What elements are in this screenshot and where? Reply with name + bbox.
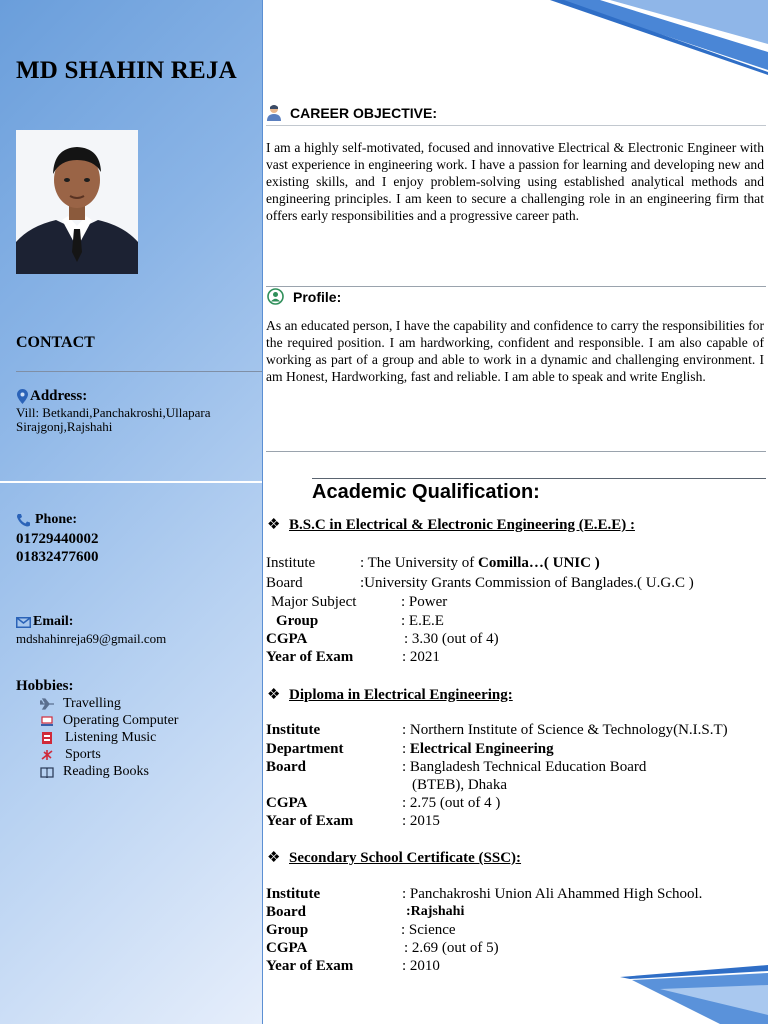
group-label: Group (266, 922, 309, 938)
phone-label: Phone: (35, 512, 77, 527)
hobby-item (40, 695, 178, 712)
year-label: Year of Exam (266, 958, 354, 974)
phone-number-2[interactable]: 01832477600 (16, 549, 99, 565)
profile-photo (16, 130, 138, 274)
cgpa-value: : 2.69 (out of 5) (404, 940, 499, 956)
hobby-label: Sports (65, 746, 101, 762)
sports-icon (40, 749, 54, 761)
sidebar-divider (0, 481, 262, 483)
bottom-stripe-decoration (620, 965, 768, 1024)
user-circle-icon (267, 288, 284, 305)
institute-label: Institute (266, 722, 321, 738)
phone-number-1[interactable]: 01729440002 (16, 531, 99, 547)
person-name: MD SHAHIN REJA (16, 57, 237, 84)
ssc-title (267, 848, 521, 867)
person-icon (266, 104, 282, 121)
hobbies-heading: Hobbies: (16, 678, 74, 694)
subject-label: Major Subject (271, 594, 357, 610)
hobby-item (40, 712, 178, 729)
subject-value: : Power (401, 594, 448, 610)
career-divider (266, 125, 766, 126)
diamond-bullet-icon: ❖ (267, 850, 281, 866)
department-value (402, 741, 554, 758)
address-heading (17, 388, 87, 405)
year-label: Year of Exam (266, 813, 354, 829)
institute-value-bold: Comilla…( UNIC ) (478, 555, 600, 571)
diamond-bullet-icon: ❖ (267, 517, 281, 533)
institute-label: Institute (266, 555, 316, 571)
person-portrait-icon (16, 130, 138, 274)
address-line1: Vill: Betkandi,Panchakroshi,Ullapara (16, 405, 211, 420)
board-label: Board (266, 575, 303, 591)
address-label: Address: (30, 388, 88, 404)
contact-divider (16, 371, 262, 372)
profile-text: As an educated person, I have the capability and confidence to carry the responsibilities for the required position. I am hardworking, confident and responsible. I am also capable of working as part of a group and able to work in a dynamic and challenging environment. I am Honest, Hardworking, fast and reliable. I am able to speak and write English. (266, 318, 764, 384)
board-value: :University Grants Commission of Banglades.( U.G.C ) (360, 575, 694, 591)
institute-label: Institute (266, 886, 321, 902)
institute-value: : Panchakroshi Union Ali Ahammed High School. (402, 886, 703, 902)
airplane-icon (40, 698, 54, 710)
profile-divider (266, 286, 766, 287)
institute-value (360, 555, 600, 572)
year-value: : 2010 (402, 958, 440, 974)
career-objective-title: CAREER OBJECTIVE: (290, 104, 438, 121)
academic-divider-lower (312, 478, 766, 479)
board-value-line1: : Bangladesh Technical Education Board (402, 759, 647, 775)
profile-title: Profile: (293, 288, 342, 305)
email-label: Email: (33, 614, 74, 629)
career-objective-text: I am a highly self-motivated, focused and innovative Electrical & Electronic Engineer with vast experience in engineering work. I have a passion for learning and developing new and existing skills, and I enjoy problem-solving using established analytical methods and engineering principles. I am keen to secure a challenging role in an engineering firm that offers early responsibilities and a progressive career path. (266, 140, 764, 223)
hobby-label: Listening Music (65, 729, 157, 745)
department-value-text: Electrical Engineering (409, 741, 554, 757)
hobby-label: Reading Books (63, 763, 149, 779)
academic-heading: Academic Qualification: (312, 481, 540, 503)
board-value-line2: (BTEB), Dhaka (412, 777, 507, 793)
hobby-label: Operating Computer (63, 712, 179, 728)
hobby-item (40, 746, 178, 763)
department-label: Department (266, 741, 344, 757)
diploma-title (267, 685, 513, 704)
profile-heading (267, 288, 341, 305)
department-colon: : (402, 741, 410, 757)
book-icon (40, 766, 54, 778)
institute-value: : Northern Institute of Science & Technology(N.I.S.T) (402, 722, 728, 738)
institute-value-prefix: : The University of (360, 555, 479, 571)
board-value: :Rajshahi (406, 904, 465, 919)
email-heading (16, 614, 73, 630)
year-value: : 2015 (402, 813, 440, 829)
phone-heading (16, 512, 77, 528)
music-icon (40, 732, 54, 744)
cgpa-label: CGPA (266, 795, 308, 811)
cgpa-label: CGPA (266, 631, 308, 647)
address-line2: Sirajgonj,Rajshahi (16, 419, 113, 434)
bsc-title (267, 515, 635, 534)
top-stripe-decoration (540, 0, 768, 75)
hobby-item (40, 729, 178, 746)
contact-heading: CONTACT (16, 334, 95, 351)
email-address[interactable]: mdshahinreja69@gmail.com (16, 631, 167, 646)
diploma-title-text: Diploma in Electrical Engineering: (289, 687, 513, 703)
academic-divider-upper (266, 451, 766, 452)
email-icon (16, 617, 31, 628)
location-pin-icon (17, 389, 28, 404)
phone-icon (16, 513, 31, 527)
board-label: Board (266, 759, 307, 775)
hobby-item (40, 763, 178, 780)
sidebar-edge (262, 0, 263, 1024)
year-label: Year of Exam (266, 649, 354, 665)
ssc-title-text: Secondary School Certificate (SSC): (289, 850, 522, 866)
diamond-bullet-icon: ❖ (267, 687, 281, 703)
group-value: : E.E.E (401, 613, 444, 629)
hobby-label: Travelling (63, 695, 121, 711)
year-value: : 2021 (402, 649, 440, 665)
group-value: : Science (401, 922, 456, 938)
computer-icon (40, 715, 54, 727)
cgpa-value: : 3.30 (out of 4) (404, 631, 499, 647)
career-objective-heading (266, 104, 437, 121)
cgpa-value: : 2.75 (out of 4 ) (402, 795, 501, 811)
hobbies-list (40, 695, 178, 780)
bsc-title-text: B.S.C in Electrical & Electronic Engineering (E.E.E) : (289, 517, 635, 533)
cgpa-label: CGPA (266, 940, 308, 956)
group-label: Group (276, 613, 319, 629)
board-label: Board (266, 904, 307, 920)
